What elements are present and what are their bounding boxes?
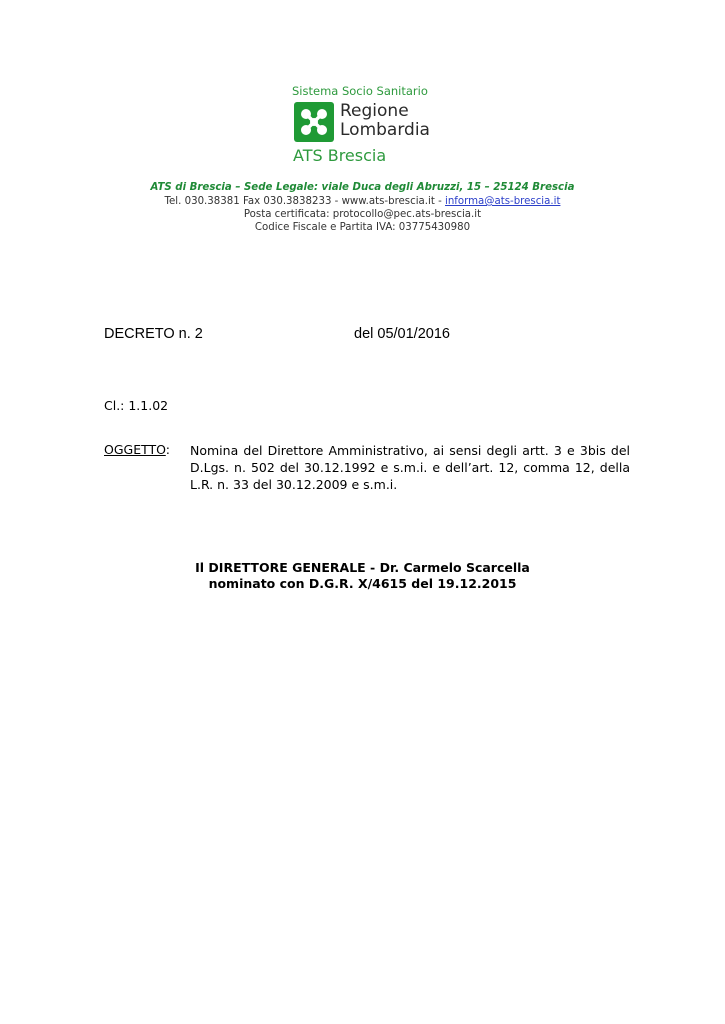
contact-phone-web: Tel. 030.38381 Fax 030.3838233 - www.ats-brescia.it -: [164, 196, 445, 207]
logo-kicker: Sistema Socio Sanitario: [292, 84, 428, 98]
tax-code-line: Codice Fiscale e Partita IVA: 03775430980: [254, 222, 471, 233]
regione-lombardia-logo-icon: [294, 102, 334, 142]
legal-address: ATS di Brescia – Sede Legale: viale Duca degli Abruzzi, 15 – 25124 Brescia: [150, 182, 575, 193]
subject-text: Nomina del Direttore Amministrativo, ai sensi degli artt. 3 e 3bis del D.Lgs. n. 502 del 30.12.1992 e s.m.i. e dell’art. 12, comma 12, della L.R. n. 33 del 30.12.2009 e s.m.i.: [190, 443, 630, 492]
logo-region-line2: Lombardia: [340, 120, 430, 140]
subject-label-text: OGGETTO: [104, 442, 166, 457]
decree-number: DECRETO n. 2: [104, 326, 203, 342]
logo-region-line1: Regione: [340, 101, 409, 121]
classification: Cl.: 1.1.02: [104, 398, 169, 413]
pec-line: Posta certificata: protocollo@pec.ats-brescia.it: [243, 209, 482, 220]
subject-label: [104, 442, 170, 457]
contact-line: [100, 195, 625, 208]
subject-label-colon: :: [165, 442, 170, 457]
logo-region-name: [340, 102, 430, 140]
signatory-title: Il DIRETTORE GENERALE - Dr. Carmelo Scarcella: [195, 560, 530, 575]
signatory-appointment: nominato con D.G.R. X/4615 del 19.12.2015: [208, 576, 517, 591]
contact-email-link[interactable]: informa@ats-brescia.it: [445, 196, 561, 207]
logo-ats-name: ATS Brescia: [293, 146, 387, 165]
decree-date: del 05/01/2016: [354, 326, 450, 342]
